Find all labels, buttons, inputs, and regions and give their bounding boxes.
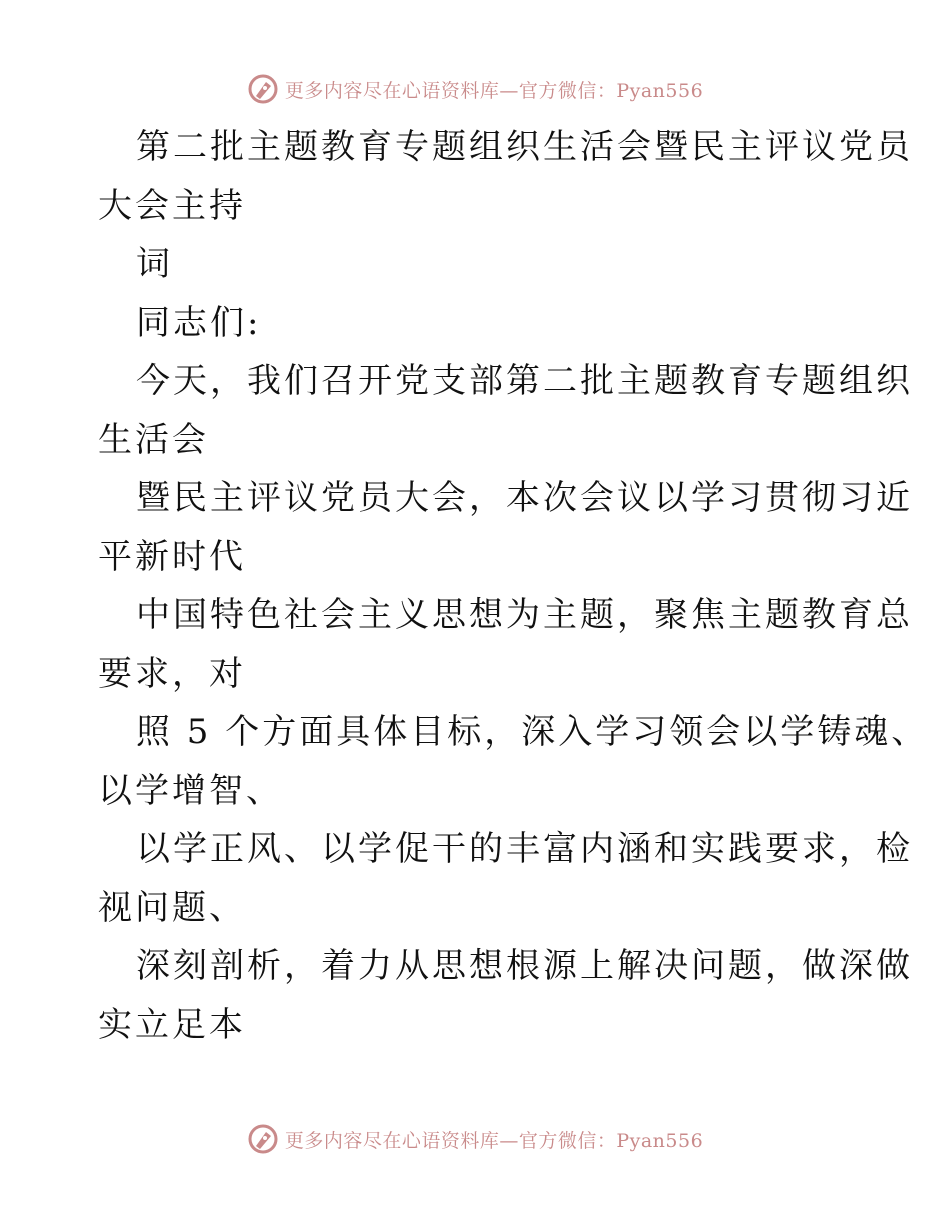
text-line: 同志们:: [136, 302, 262, 343]
text-line: 照 5 个方面具体目标，深入学习领会以学铸魂、: [136, 712, 929, 752]
pen-nib-logo-icon: [247, 1123, 279, 1155]
watermark-text: 更多内容尽在心语资料库—官方微信：Pyan556: [284, 1129, 704, 1152]
text-line: 今天，我们召开党支部第二批主题教育专题组织: [136, 361, 913, 401]
footer-watermark: [0, 1122, 950, 1156]
text-line: 中国特色社会主义思想为主题，聚焦主题教育总: [136, 595, 913, 635]
text-line: 以学正风、以学促干的丰富内涵和实践要求，检: [136, 829, 913, 869]
text-line: 生活会: [98, 419, 209, 460]
text-line: 要求，对: [98, 653, 246, 694]
text-line: 实立足本: [98, 1004, 246, 1045]
text-line: 大会主持: [98, 185, 246, 226]
header-watermark: [0, 72, 950, 106]
text-line: 以学增智、: [98, 770, 283, 811]
text-line: 暨民主评议党员大会，本次会议以学习贯彻习近: [136, 478, 913, 518]
text-line: 词: [136, 244, 173, 284]
watermark-text: 更多内容尽在心语资料库—官方微信：Pyan556: [284, 79, 704, 102]
text-line: 第二批主题教育专题组织生活会暨民主评议党员: [136, 127, 913, 167]
pen-nib-logo-icon: [247, 73, 279, 105]
text-line: 深刻剖析，着力从思想根源上解决问题，做深做: [136, 946, 913, 986]
text-line: 视问题、: [98, 887, 246, 928]
document-body: [98, 118, 929, 1054]
text-line: 平新时代: [98, 536, 246, 577]
